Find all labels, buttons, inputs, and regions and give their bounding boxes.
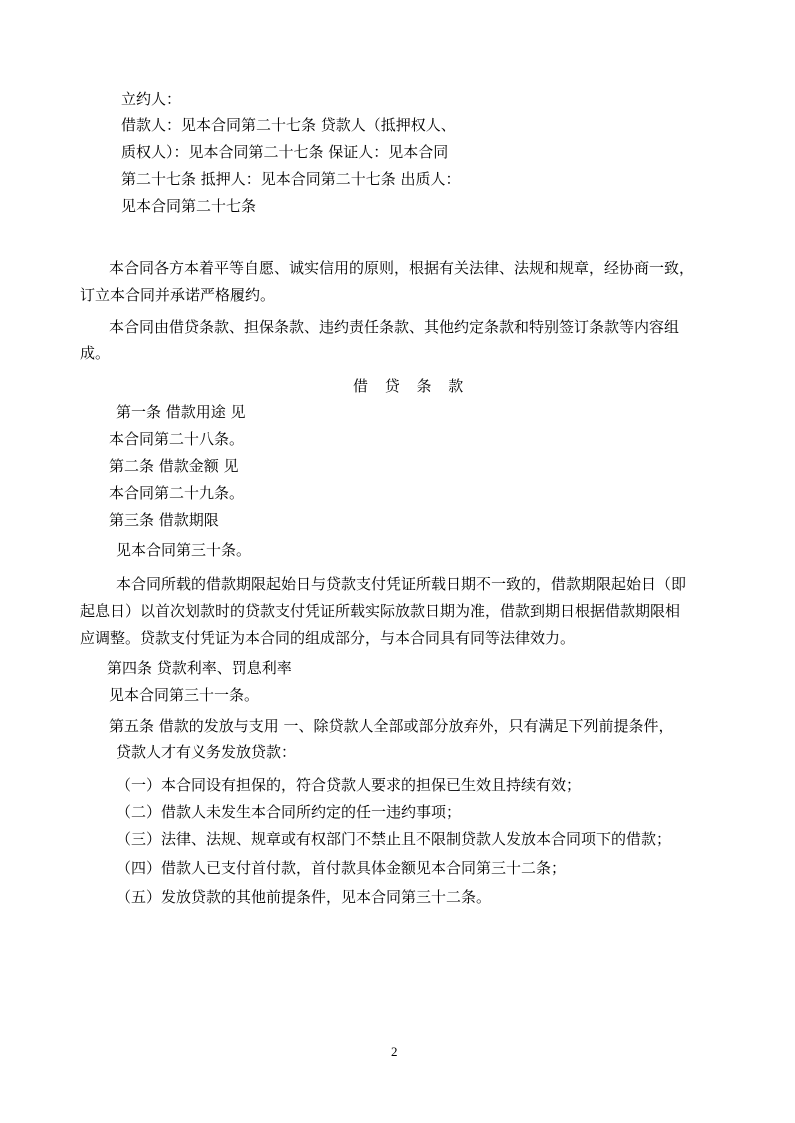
- preamble-paragraph-2-line-2: 成。: [80, 344, 111, 362]
- article-5-item-5: （五）发放贷款的其他前提条件，见本合同第三十二条。: [116, 888, 492, 906]
- article-3-paragraph-line-1: 本合同所载的借款期限起始日与贷款支付凭证所载日期不一致的，借款期限起始日（即: [116, 575, 687, 593]
- article-5-item-3: （三）法律、法规、规章或有权部门不禁止且不限制贷款人发放本合同项下的借款；: [116, 830, 672, 848]
- article-5-item-2: （二）借款人未发生本合同所约定的任一违约事项；: [116, 803, 462, 821]
- article-5-text: 贷款人才有义务发放贷款：: [116, 743, 297, 761]
- article-2-text: 本合同第二十九条。: [109, 484, 245, 502]
- parties-line-2: 借款人：见本合同第二十七条 贷款人（抵押权人、: [121, 116, 456, 134]
- article-3-heading: 第三条 借款期限: [109, 511, 219, 529]
- preamble-paragraph-2-line-1: 本合同由借贷条款、担保条款、违约责任条款、其他约定条款和特别签订条款等内容组: [109, 318, 680, 336]
- section-title: 借 贷 条 款: [353, 377, 470, 395]
- page-number: 2: [391, 1044, 398, 1059]
- article-3-paragraph-line-3: 应调整。贷款支付凭证为本合同的组成部分，与本合同具有同等法律效力。: [80, 629, 576, 647]
- article-3-paragraph-line-2: 起息日）以首次划款时的贷款支付凭证所载实际放款日期为准，借款到期日根据借款期限相: [80, 602, 681, 620]
- article-5-heading: 第五条 借款的发放与支用 一、除贷款人全部或部分放弃外，只有满足下列前提条件，: [109, 717, 674, 735]
- article-3-text: 见本合同第三十条。: [116, 541, 252, 559]
- preamble-paragraph-1-line-2: 订立本合同并承诺严格履约。: [80, 286, 276, 304]
- article-2-heading: 第二条 借款金额 见: [109, 457, 239, 475]
- article-4-text: 见本合同第三十一条。: [109, 686, 260, 704]
- preamble-paragraph-1-line-1: 本合同各方本着平等自愿、诚实信用的原则，根据有关法律、法规和规章，经协商一致，: [109, 259, 695, 277]
- article-5-item-4: （四）借款人已支付首付款，首付款具体金额见本合同第三十二条；: [116, 859, 567, 877]
- parties-line-5: 见本合同第二十七条: [121, 197, 257, 215]
- parties-line-4: 第二十七条 抵押人：见本合同第二十七条 出质人：: [121, 170, 461, 188]
- article-1-heading: 第一条 借款用途 见: [116, 403, 246, 421]
- article-5-item-1: （一）本合同设有担保的，符合贷款人要求的担保已生效且持续有效；: [116, 776, 582, 794]
- article-4-heading: 第四条 贷款利率、罚息利率: [107, 659, 292, 677]
- article-1-text: 本合同第二十八条。: [109, 430, 245, 448]
- parties-line-1: 立约人：: [121, 90, 182, 108]
- parties-line-3: 质权人）：见本合同第二十七条 保证人：见本合同: [121, 143, 449, 161]
